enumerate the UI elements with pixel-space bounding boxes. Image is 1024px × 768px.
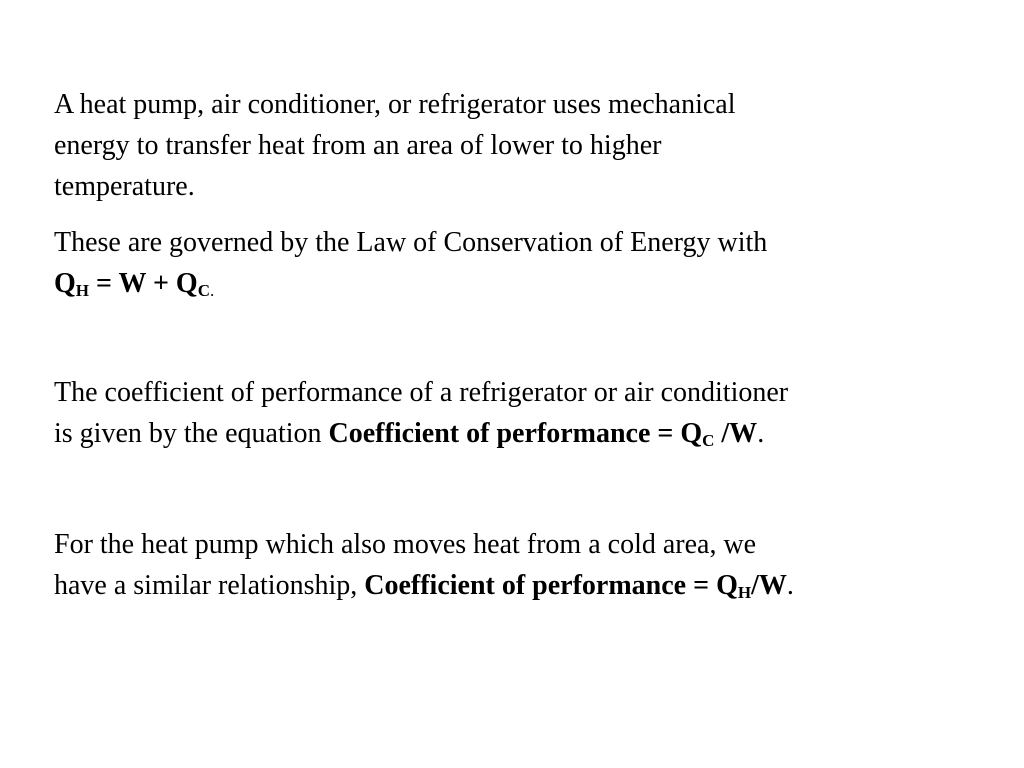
equation-period: . — [209, 281, 215, 300]
energy-equation — [54, 263, 994, 311]
heat-pump-definition-paragraph — [54, 84, 994, 207]
paragraph-line: have a similar relationship, Coefficient of performance = $Q_H/W$. — [54, 570, 794, 602]
paragraph-line: energy to transfer heat from an area of lower to higher — [54, 130, 662, 161]
paragraph-line: A heat pump, air conditioner, or refrigerator uses mechanical — [54, 89, 736, 120]
paragraph-line: The coefficient of performance of a refrigerator or air conditioner — [54, 377, 789, 408]
equation-q-h: $Q_H = W + Q_C$ — [54, 268, 210, 300]
paragraph-line: is given by the equation Coefficient of performance = $Q_C$ /W. — [54, 418, 765, 450]
conservation-of-energy-paragraph — [54, 222, 994, 311]
paragraph-line: For the heat pump which also moves heat from a cold area, we — [54, 529, 757, 560]
paragraph-line: temperature. — [54, 171, 195, 202]
heat-pump-cop-paragraph — [54, 524, 994, 606]
refrigerator-cop-paragraph — [54, 372, 994, 454]
heat-pump-cop-equation: Coefficient of performance = $Q_H/W$ — [364, 570, 787, 602]
refrigerator-cop-equation: Coefficient of performance = $Q_C$ /W — [328, 418, 758, 450]
paragraph-line: These are governed by the Law of Conservation of Energy with — [54, 227, 768, 258]
